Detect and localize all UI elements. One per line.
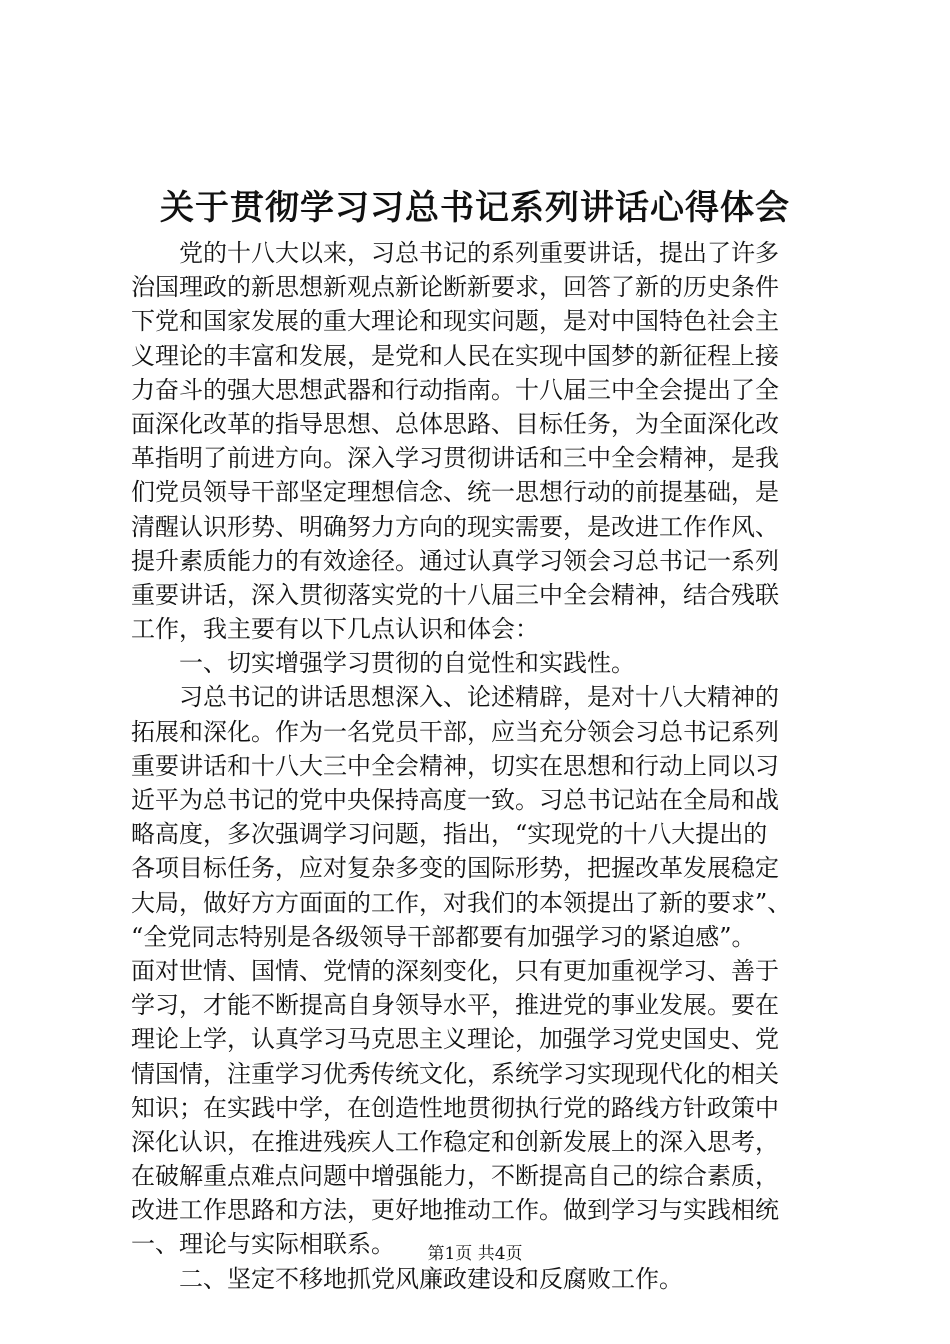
body-line: 重要讲话，深入贯彻落实党的十八届三中全会精神，结合残联 — [131, 580, 779, 609]
body-line: 理论上学，认真学习马克思主义理论，加强学习党史国史、党 — [131, 1025, 779, 1054]
body-line: 重要讲话和十八大三中全会精神，切实在思想和行动上同以习 — [131, 751, 779, 780]
body-line: 力奋斗的强大思想武器和行动指南。十八届三中全会提出了全 — [131, 375, 779, 404]
body-line: 在破解重点难点问题中增强能力，不断提高自己的综合素质， — [131, 1162, 779, 1191]
body-line: 情国情，注重学习优秀传统文化，系统学习实现现代化的相关 — [131, 1059, 779, 1088]
body-line: 下党和国家发展的重大理论和现实问题，是对中国特色社会主 — [131, 307, 779, 336]
body-line: 习总书记的讲话思想深入、论述精辟，是对十八大精神的 — [131, 683, 779, 712]
page-indicator: 第1页 共4页 — [427, 1244, 523, 1264]
body-line: 治国理政的新思想新观点新论断新要求，回答了新的历史条件 — [131, 273, 779, 302]
body-line: 革指明了前进方向。深入学习贯彻讲话和三中全会精神，是我 — [131, 444, 779, 473]
section-heading-2: 二、坚定不移地抓党风廉政建设和反腐败工作。 — [131, 1264, 683, 1293]
body-line: 略高度，多次强调学习问题，指出，“实现党的十八大提出的 — [131, 820, 768, 849]
body-line: 改进工作思路和方法，更好地推动工作。做到学习与实践相统 — [131, 1196, 779, 1225]
body-line: 清醒认识形势、明确努力方向的现实需要，是改进工作作风、 — [131, 512, 779, 541]
body-line: 义理论的丰富和发展，是党和人民在实现中国梦的新征程上接 — [131, 341, 779, 370]
section-heading-1: 一、切实增强学习贯彻的自觉性和实践性。 — [131, 649, 635, 678]
body-line: 一、理论与实际相联系。 — [131, 1230, 395, 1259]
body-line: 面深化改革的指导思想、总体思路、目标任务，为全面深化改 — [131, 409, 779, 438]
body-line: 拓展和深化。作为一名党员干部，应当充分领会习总书记系列 — [131, 717, 779, 746]
body-line: 近平为总书记的党中央保持高度一致。习总书记站在全局和战 — [131, 786, 779, 814]
document-title: 关于贯彻学习习总书记系列讲话心得体会 — [160, 188, 790, 228]
body-line: 大局，做好方方面面的工作，对我们的本领提出了新的要求”、 — [131, 888, 792, 917]
body-line: 党的十八大以来，习总书记的系列重要讲话，提出了许多 — [131, 239, 779, 267]
body-line: 学习，才能不断提高自身领导水平，推进党的事业发展。要在 — [131, 991, 779, 1020]
body-line: 们党员领导干部坚定理想信念、统一思想行动的前提基础，是 — [131, 478, 779, 507]
document-body — [131, 236, 841, 1296]
body-line: 各项目标任务，应对复杂多变的国际形势，把握改革发展稳定 — [131, 854, 779, 883]
body-line: 提升素质能力的有效途径。通过认真学习领会习总书记一系列 — [131, 546, 779, 575]
body-line: 知识；在实践中学，在创造性地贯彻执行党的路线方针政策中 — [131, 1093, 779, 1122]
body-line: “全党同志特别是各级领导干部都要有加强学习的紧迫感”。 — [131, 922, 756, 951]
body-line: 工作，我主要有以下几点认识和体会： — [131, 615, 539, 644]
body-line: 面对世情、国情、党情的深刻变化，只有更加重视学习、善于 — [131, 956, 779, 985]
body-line: 深化认识，在推进残疾人工作稳定和创新发展上的深入思考， — [131, 1127, 779, 1156]
